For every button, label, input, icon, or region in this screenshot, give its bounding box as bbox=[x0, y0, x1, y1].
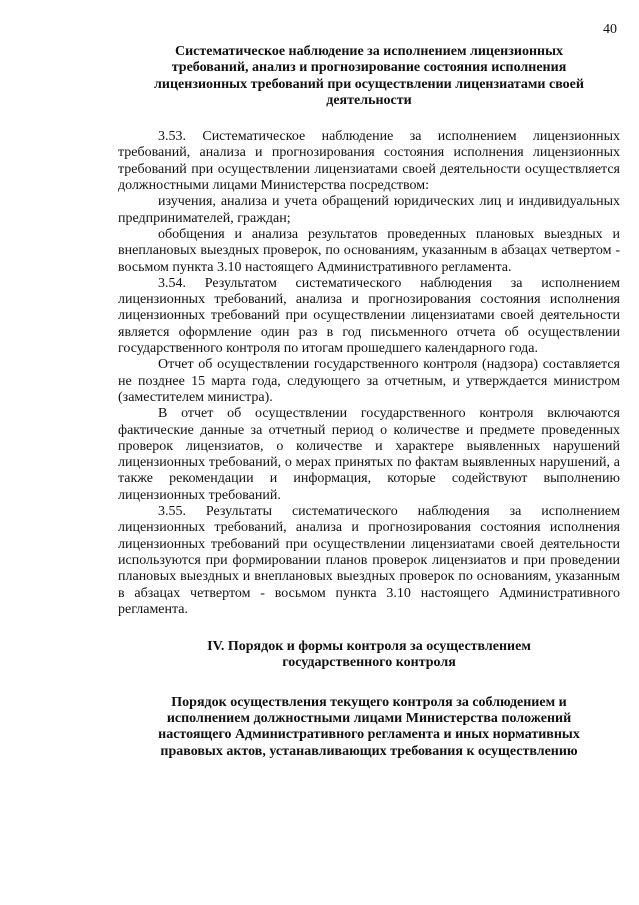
paragraph-report-deadline: Отчет об осуществлении государственного контроля (надзора) составляется не позднее 15 марта года, следующего за отчетным, и утверждается министром (заместителем министра). bbox=[118, 357, 620, 405]
paragraph-3-55: 3.55. Результаты систематического наблюдения за исполнением лицензионных требований, анализа и прогнозирования состояния исполнения лицензионных требований при осуществлении лицензиатами своей деятельности используются при формировании планов проверок лицензиатов и при проведении плановых выездных и внеплановых выездных проверок по основаниям, указанным в абзацах четвертом - восьмом пункта 3.10 настоящего Административного регламента. bbox=[118, 504, 620, 617]
paragraph-item-1: изучения, анализа и учета обращений юридических лиц и индивидуальных предпринимателей, граждан; bbox=[118, 194, 620, 226]
chapter-heading: IV. Порядок и формы контроля за осуществлением государственного контроля bbox=[207, 639, 531, 671]
document-body bbox=[118, 44, 620, 760]
paragraph-item-2: обобщения и анализа результатов проведенных плановых выездных и внеплановых выездных проверок, по основаниям, указанным в абзацах четвертом - восьмом пункта 3.10 настоящего Административного регламента. bbox=[118, 226, 620, 275]
page-number: 40 bbox=[603, 22, 617, 37]
paragraph-3-53: 3.53. Систематическое наблюдение за исполнением лицензионных требований, анализа и прогнозирования состояния исполнения лицензионных требований при осуществлении лицензиатами своей деятельности осуществляется должностными лицами Министерства посредством: bbox=[118, 129, 620, 194]
paragraph-3-54: 3.54. Результатом систематического наблюдения за исполнением лицензионных требований, анализа и прогнозирования состояния исполнения лицензионных требований при осуществлении лицензиатами своей деятельности является оформление один раз в год письменного отчета об осуществлении государственного контроля по итогам прошедшего календарного года. bbox=[118, 275, 620, 357]
section-heading: Систематическое наблюдение за исполнением лицензионных требований, анализ и прогнозирование состояния исполнения лицензионных требований при осуществлении лицензиатами своей деятельности bbox=[154, 44, 584, 108]
subsection-heading: Порядок осуществления текущего контроля за соблюдением и исполнением должностными лицами Министерства положений настоящего Административного регламента и иных нормативных правовых актов, устанавливающих требования к осуществлению bbox=[158, 694, 580, 759]
paragraph-report-contents: В отчет об осуществлении государственного контроля включаются фактические данные за отчетный период о количестве и предмете проведенных проверок лицензиатов, о количестве и характере выявленных нарушений лицензионных требований, о мерах принятых по фактам выявленных нарушений, а также рекомендации и информация, которые содействуют выполнению лицензионных требований. bbox=[118, 406, 620, 503]
